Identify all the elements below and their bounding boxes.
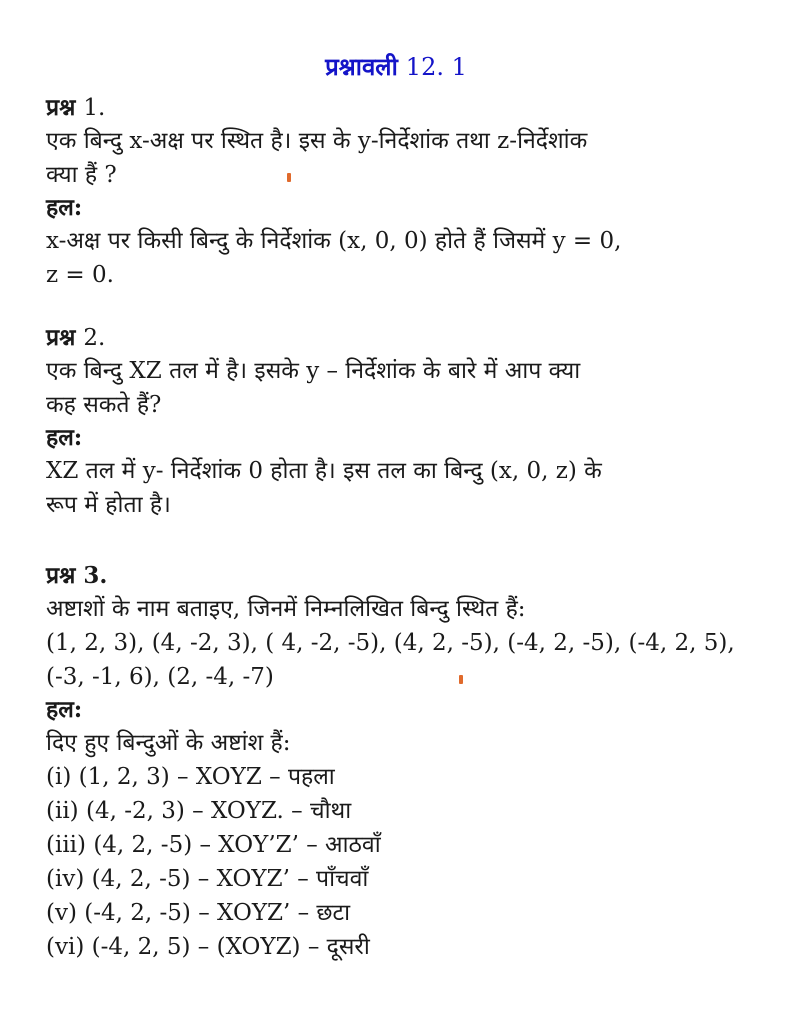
worksheet-page [46, 50, 746, 964]
answer-2-label: हल: [46, 424, 83, 451]
answer-list-item: (iii) (4, 2, -5) – XOY’Z’ – आठवाँ [46, 832, 381, 858]
question-label: प्रश्न [46, 324, 76, 351]
answer-list-item: (v) (-4, 2, -5) – XOYZ’ – छटा [46, 900, 351, 926]
exercise-number: 12. 1 [405, 53, 467, 81]
exercise-title [46, 50, 746, 84]
answer-list-item: (ii) (4, -2, 3) – XOYZ. – चौथा [46, 798, 352, 824]
answer-list-item: (vi) (-4, 2, 5) – (XOYZ) – दूसरी [46, 934, 370, 960]
answer-3-label: हल: [46, 696, 83, 723]
answer-2-line-1: XZ तल में y- निर्देशांक 0 होता है। इस तल का बिन्दु (x, 0, z) के [46, 458, 602, 484]
question-1-text-line-2: क्या हैं ? [46, 158, 746, 192]
question-3-heading [46, 560, 746, 592]
answer-3-intro: दिए हुए बिन्दुओं के अष्टांश हैं: [46, 730, 291, 756]
answer-2-line-2: रूप में होता है। [46, 492, 171, 518]
question-3-text-line-3: (-3, -1, 6), (2, -4, -7) [46, 660, 746, 694]
question-label: प्रश्न [46, 94, 76, 121]
answer-list-item: (iv) (4, 2, -5) – XOYZ’ – पाँचवाँ [46, 866, 369, 892]
question-2-heading [46, 322, 746, 354]
question-number: 3. [83, 562, 108, 589]
question-1-text-line-1: एक बिन्दु x-अक्ष पर स्थित है। इस के y-निर्देशांक तथा z-निर्देशांक [46, 128, 588, 154]
watermark-mark [287, 173, 291, 182]
question-number: 1. [83, 95, 106, 121]
question-number: 2. [83, 325, 106, 351]
question-2-text-line-2: कह सकते हैं? [46, 392, 162, 418]
question-1-heading [46, 92, 746, 124]
question-3-text-line-2: (1, 2, 3), (4, -2, 3), ( 4, -2, -5), (4, 2, -5), (-4, 2, -5), (-4, 2, 5), [46, 630, 735, 656]
answer-1-line-1: x-अक्ष पर किसी बिन्दु के निर्देशांक (x, 0, 0) होते हैं जिसमें y = 0, [46, 228, 622, 254]
exercise-title-label: प्रश्नावली [325, 52, 398, 81]
answer-1-label: हल: [46, 194, 83, 221]
answer-list-item: (i) (1, 2, 3) – XOYZ – पहला [46, 764, 335, 790]
question-3-text-line-1: अष्टाशों के नाम बताइए, जिनमें निम्नलिखित बिन्दु स्थित हैं: [46, 596, 526, 622]
question-2-text-line-1: एक बिन्दु XZ तल में है। इसके y – निर्देशांक के बारे में आप क्या [46, 358, 581, 384]
watermark-mark [459, 675, 463, 684]
answer-1-line-2: z = 0. [46, 262, 114, 288]
question-label: प्रश्न [46, 562, 76, 589]
